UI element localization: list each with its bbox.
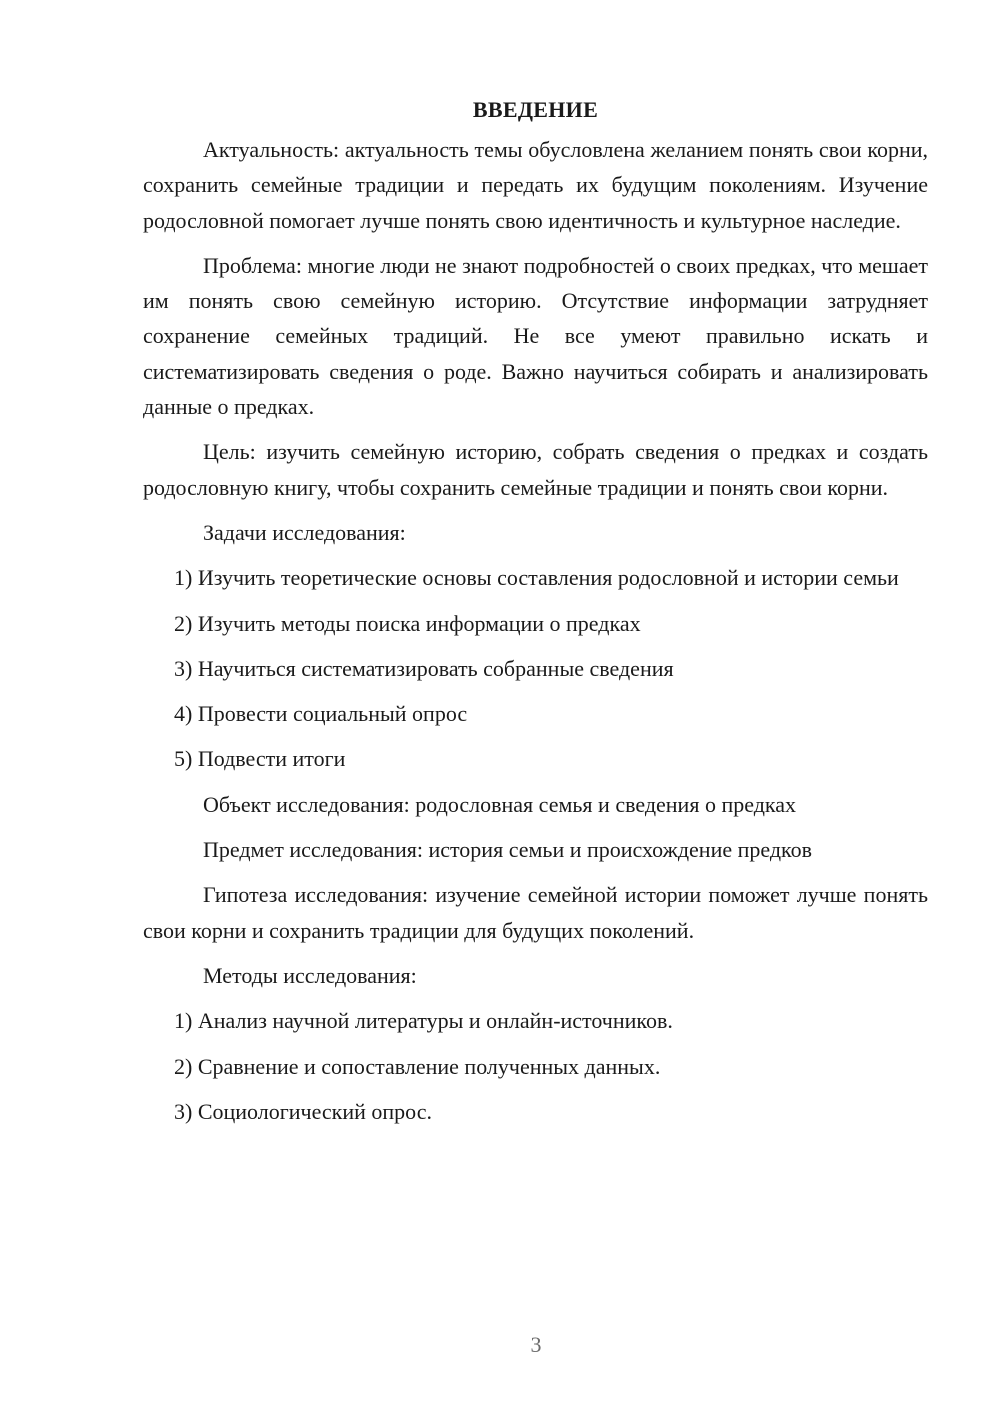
task-item: 3) Научиться систематизировать собранные сведения (174, 655, 674, 681)
task-item: 2) Изучить методы поиска информации о предках (174, 610, 641, 636)
document-page (143, 92, 928, 1139)
relevance-paragraph: Актуальность: актуальность темы обусловлена желанием понять свои корни, сохранить семейные традиции и передать их будущим поколениям. Изучение родословной помогает лучше понять свою идентичность и культурное наследие. (143, 137, 928, 233)
tasks-heading: Задачи исследования: (203, 519, 406, 545)
task-item: 4) Провести социальный опрос (174, 701, 468, 727)
method-item: 2) Сравнение и сопоставление полученных данных. (174, 1053, 661, 1079)
hypothesis-paragraph: Гипотеза исследования: изучение семейной истории поможет лучше понять свои корни и сохранить традиции для будущих поколений. (143, 882, 928, 943)
methods-heading: Методы исследования: (203, 962, 417, 988)
goal-paragraph: Цель: изучить семейную историю, собрать сведения о предках и создать родословную книгу, чтобы сохранить семейные традиции и понять свои корни. (143, 439, 928, 500)
page-title: ВВЕДЕНИЕ (472, 97, 599, 122)
subject-paragraph: Предмет исследования: история семьи и происхождение предков (203, 837, 813, 863)
tasks-list (143, 560, 928, 776)
method-item: 3) Социологический опрос. (174, 1098, 432, 1124)
task-item: 5) Подвести итоги (174, 746, 346, 772)
methods-list (143, 1003, 928, 1129)
object-paragraph: Объект исследования: родословная семья и сведения о предках (203, 791, 797, 817)
page-number: 3 (530, 1332, 542, 1357)
problem-paragraph: Проблема: многие люди не знают подробностей о своих предках, что мешает им понять свою семейную историю. Отсутствие информации затрудняет сохранение семейных традиций. Не все умеют правильно искать и систематизировать сведения о роде. Важно научиться собирать и анализировать данные о предках. (143, 252, 928, 420)
method-item: 1) Анализ научной литературы и онлайн-источников. (174, 1008, 673, 1034)
task-item: 1) Изучить теоретические основы составления родословной и истории семьи (174, 565, 899, 591)
